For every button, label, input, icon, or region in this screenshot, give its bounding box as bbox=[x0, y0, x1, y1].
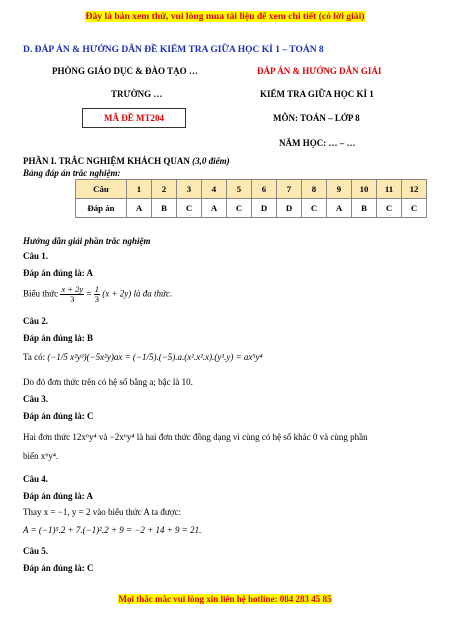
table-cell: B bbox=[152, 199, 177, 218]
table-cell: C bbox=[377, 199, 402, 218]
exam-code-box: MÃ ĐỀ MT204 bbox=[82, 108, 186, 128]
part1-heading: PHẦN I. TRẮC NGHIỆM KHÁCH QUAN (3,0 điểm) bbox=[23, 156, 230, 166]
table-cell: A bbox=[202, 199, 227, 218]
preview-banner: Đây là bản xem thử, vui lòng mua tài liệu để xem chi tiết (có lời giải) bbox=[85, 11, 365, 22]
table-cell: 1 bbox=[127, 180, 152, 199]
answer-title: ĐÁP ÁN & HƯỚNG DẪN GIẢI bbox=[257, 66, 382, 76]
q3-line1: Hai đơn thức 12x⁶y⁴ và −2x⁶y⁴ là hai đơn thức đồng dạng vì cùng có hệ số khác 0 và cùng phần bbox=[23, 432, 368, 442]
table-cell: 8 bbox=[302, 180, 327, 199]
q3-line2: biến x⁶y⁴. bbox=[23, 451, 59, 461]
q1-fraction: $\frac{x + 2y}{3}$ bbox=[61, 284, 84, 304]
subject-title: MÔN: TOÁN – LỚP 8 bbox=[273, 113, 360, 123]
q3-answer: Đáp án đúng là: C bbox=[23, 411, 94, 421]
table-cell: 4 bbox=[202, 180, 227, 199]
table-cell: A bbox=[127, 199, 152, 218]
q2-formula: Ta có: (−1/5 x²y³)(−5x²y)ax = (−1/5).(−5).a.(x².x².x).(y³.y) = ax⁵y⁴ bbox=[23, 352, 263, 362]
hotline-footer: Mọi thắc mắc vui lòng xin liên hệ hotline: 084 283 45 85 bbox=[118, 594, 332, 604]
table-cell: Câu bbox=[76, 180, 127, 199]
table-cell: 10 bbox=[352, 180, 377, 199]
table-cell: B bbox=[352, 199, 377, 218]
table-cell: 3 bbox=[177, 180, 202, 199]
table-cell: D bbox=[252, 199, 277, 218]
table-caption: Bảng đáp án trắc nghiệm: bbox=[23, 168, 121, 178]
q1-statement: Biểu thức $\frac{x + 2y}{3}$ = $\frac{1}{3}$ (x + 2y) là đa thức. bbox=[23, 284, 173, 304]
table-cell: C bbox=[227, 199, 252, 218]
q4-line1: Thay x = −1, y = 2 vào biểu thức A ta được: bbox=[23, 507, 181, 517]
answer-table bbox=[75, 179, 427, 218]
q5-label: Câu 5. bbox=[23, 546, 49, 556]
q5-answer: Đáp án đúng là: C bbox=[23, 563, 94, 573]
q1-answer: Đáp án đúng là: A bbox=[23, 268, 94, 278]
table-cell: C bbox=[402, 199, 427, 218]
table-cell: 6 bbox=[252, 180, 277, 199]
table-cell: 9 bbox=[327, 180, 352, 199]
table-row bbox=[76, 199, 427, 218]
table-row bbox=[76, 180, 427, 199]
section-title: D. ĐÁP ÁN & HƯỚNG DẪN ĐỀ KIỂM TRA GIỮA HỌC KÌ 1 – TOÁN 8 bbox=[23, 45, 324, 55]
table-cell: 7 bbox=[277, 180, 302, 199]
table-cell: Đáp án bbox=[76, 199, 127, 218]
table-cell: D bbox=[277, 199, 302, 218]
dept-name: PHÒNG GIÁO DỤC & ĐÀO TẠO … bbox=[52, 66, 198, 76]
q1-fraction-2: $\frac{1}{3}$ bbox=[94, 284, 99, 304]
q4-line2: A = (−1)⁵.2 + 7.(−1)².2 + 9 = −2 + 14 + 9 = 21. bbox=[23, 525, 202, 535]
school-name: TRƯỜNG … bbox=[111, 89, 163, 99]
table-cell: 2 bbox=[152, 180, 177, 199]
q3-label: Câu 3. bbox=[23, 394, 49, 404]
school-year: NĂM HỌC: … – … bbox=[279, 138, 356, 148]
table-cell: C bbox=[302, 199, 327, 218]
guide-title: Hướng dẫn giải phần trắc nghiệm bbox=[23, 236, 151, 246]
q1-label: Câu 1. bbox=[23, 251, 49, 261]
q2-conclusion: Do đó đơn thức trên có hệ số bằng a; bậc là 10. bbox=[23, 377, 193, 387]
table-cell: A bbox=[327, 199, 352, 218]
q2-label: Câu 2. bbox=[23, 316, 49, 326]
table-cell: 12 bbox=[402, 180, 427, 199]
q4-label: Câu 4. bbox=[23, 474, 49, 484]
table-cell: 11 bbox=[377, 180, 402, 199]
table-cell: 5 bbox=[227, 180, 252, 199]
table-cell: C bbox=[177, 199, 202, 218]
q2-answer: Đáp án đúng là: B bbox=[23, 333, 94, 343]
exam-title: KIỂM TRA GIỮA HỌC KÌ 1 bbox=[260, 89, 374, 99]
q4-answer: Đáp án đúng là: A bbox=[23, 491, 94, 501]
